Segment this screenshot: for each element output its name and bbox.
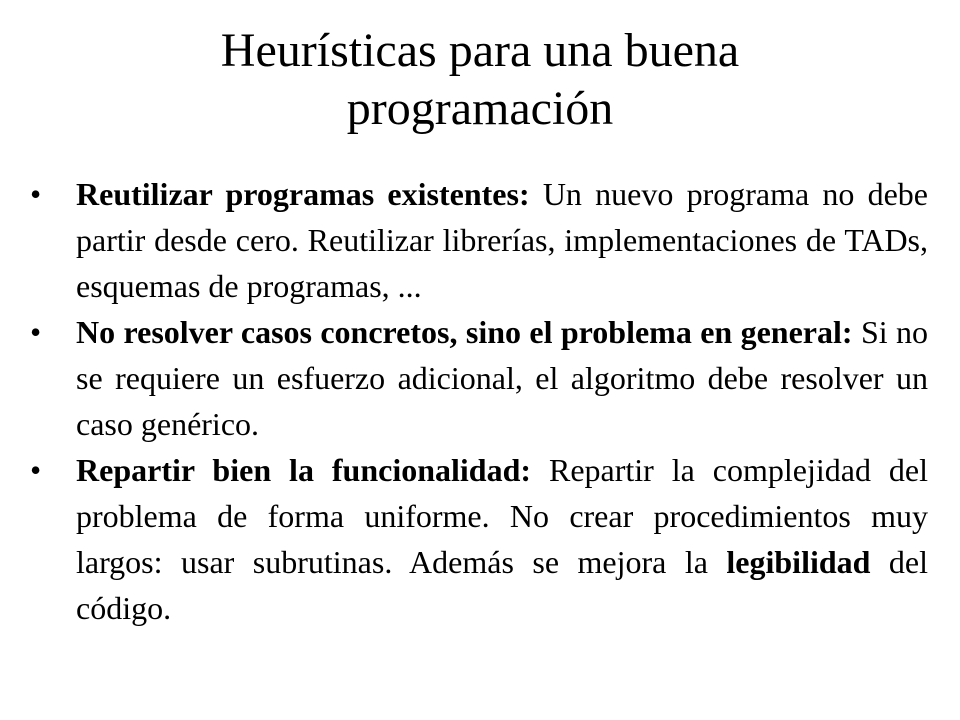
bullet-lead: Reutilizar programas existentes: <box>76 176 530 212</box>
bullet-emphasis: legibilidad <box>726 544 871 580</box>
bullet-icon: • <box>30 452 42 488</box>
bullet-lead: No resolver casos concretos, sino el problema en general: <box>76 314 853 350</box>
bullet-text: Un nuevo programa no debe partir desde cero. Reutilizar librerías, implementaciones de TADs, esquemas de programas, ... <box>76 176 929 304</box>
bullet-text: Repartir la complejidad del problema de forma uniforme. No crear procedimientos muy largos: usar subrutinas. Además se mejora la <box>76 452 928 580</box>
bullet-tail: del código. <box>76 544 929 626</box>
bullet-text: Si no se requiere un esfuerzo adicional, el algoritmo debe resolver un caso genérico. <box>76 314 929 442</box>
bullet-item-no-resolver <box>0 309 960 447</box>
title-line-2: programación <box>346 82 614 135</box>
bullet-list <box>0 171 960 631</box>
bullet-lead: Repartir bien la funcionalidad: <box>76 452 532 488</box>
bullet-item-repartir <box>0 447 960 631</box>
title-line-1: Heurísticas para una buena <box>220 24 740 77</box>
bullet-icon: • <box>30 314 42 350</box>
bullet-item-reutilizar <box>0 171 960 309</box>
bullet-icon: • <box>30 176 42 212</box>
slide-title <box>0 22 960 138</box>
